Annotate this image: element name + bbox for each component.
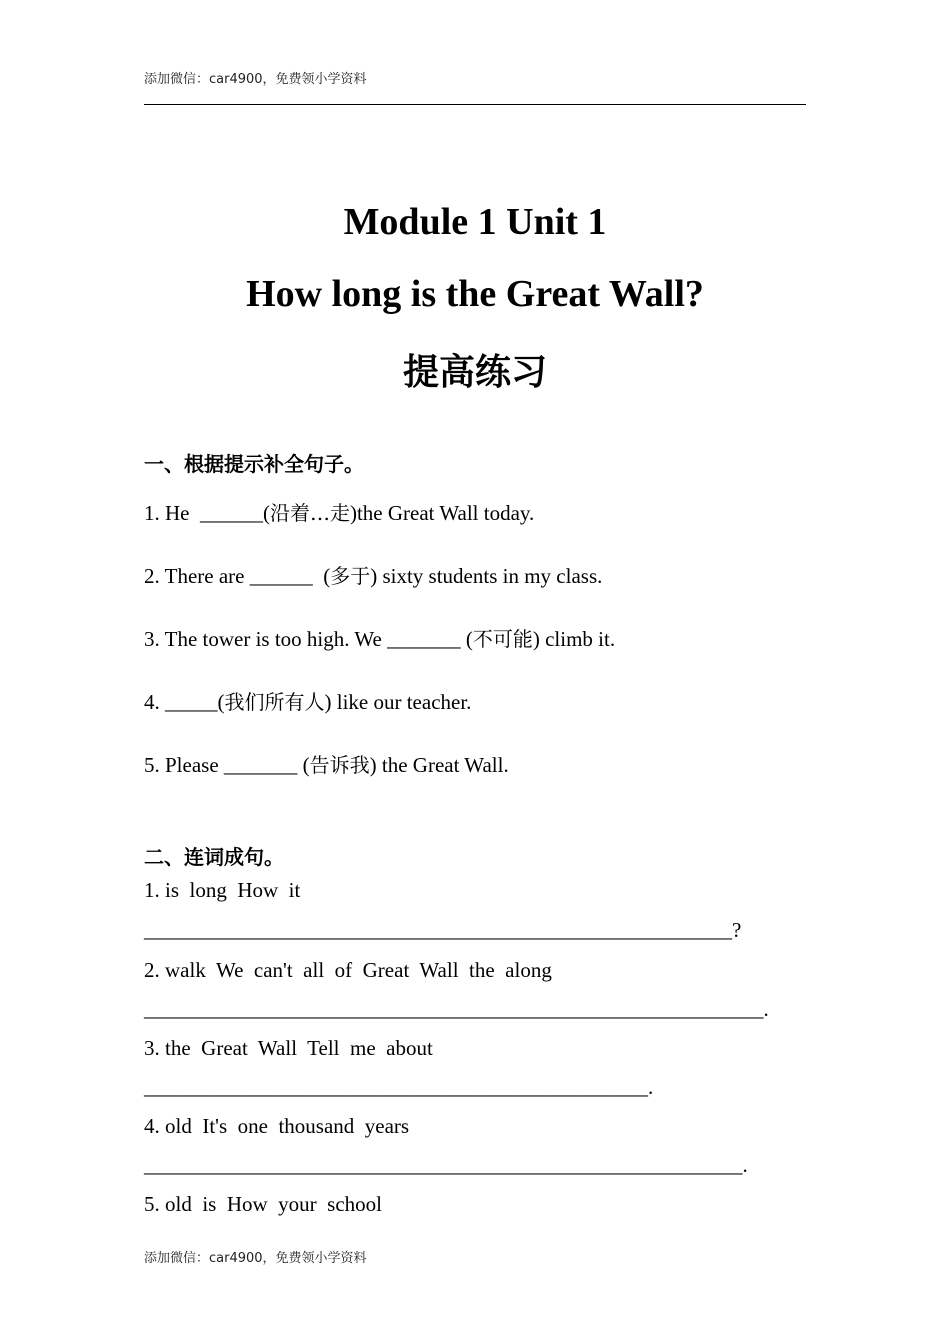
scramble-words-5: 5. old is How your school bbox=[144, 1192, 382, 1216]
sentence-prefix: 3. The tower is too high. We _______ ( bbox=[144, 627, 473, 651]
fill-sentence-3 bbox=[144, 623, 615, 652]
fill-sentence-5 bbox=[144, 749, 509, 778]
footer-note: 添加微信：car4900，免费领小学资料 bbox=[144, 1251, 367, 1266]
chinese-hint: 我们所有人 bbox=[224, 690, 325, 714]
chinese-hint: 告诉我 bbox=[309, 753, 370, 777]
scramble-words-1: 1. is long How it bbox=[144, 878, 301, 902]
fill-sentence-1 bbox=[144, 497, 534, 526]
scramble-words-4: 4. old It's one thousand years bbox=[144, 1114, 410, 1138]
title-module: Module 1 Unit 1 bbox=[343, 201, 607, 243]
sentence-prefix: 2. There are ______ ( bbox=[144, 564, 331, 588]
header-divider bbox=[144, 104, 806, 105]
fill-sentence-4 bbox=[144, 686, 471, 715]
sentence-prefix: 4. _____( bbox=[144, 690, 225, 714]
fill-sentence-2 bbox=[144, 560, 602, 589]
answer-line-3: ________________________________________________. bbox=[144, 1075, 654, 1099]
title-lesson: How long is the Great Wall? bbox=[246, 273, 704, 315]
answer-line-4: _________________________________________________________. bbox=[144, 1153, 748, 1177]
chinese-hint: 不可能 bbox=[472, 627, 533, 651]
sentence-prefix: 1. He ______( bbox=[144, 501, 270, 525]
sentence-suffix: )the Great Wall today. bbox=[349, 501, 535, 525]
sentence-suffix: ) climb it. bbox=[532, 627, 616, 651]
sentence-prefix: 5. Please _______ ( bbox=[144, 753, 310, 777]
section1-heading: 一、根据提示补全句子。 bbox=[144, 452, 364, 476]
answer-line-1: ________________________________________________________? bbox=[144, 918, 742, 942]
section2-heading: 二、连词成句。 bbox=[144, 845, 284, 869]
sentence-suffix: ) like our teacher. bbox=[324, 690, 472, 714]
sentence-suffix: ) sixty students in my class. bbox=[370, 564, 603, 588]
scramble-words-2: 2. walk We can't all of Great Wall the along bbox=[144, 958, 552, 982]
title-practice: 提高练习 bbox=[402, 352, 547, 393]
sentence-suffix: ) the Great Wall. bbox=[369, 753, 509, 777]
answer-line-2: ___________________________________________________________. bbox=[144, 997, 769, 1021]
chinese-hint: 多于 bbox=[330, 564, 371, 588]
scramble-words-3: 3. the Great Wall Tell me about bbox=[144, 1036, 433, 1060]
chinese-hint: 沿着…走 bbox=[269, 501, 350, 525]
header-note: 添加微信：car4900，免费领小学资料 bbox=[144, 72, 367, 87]
